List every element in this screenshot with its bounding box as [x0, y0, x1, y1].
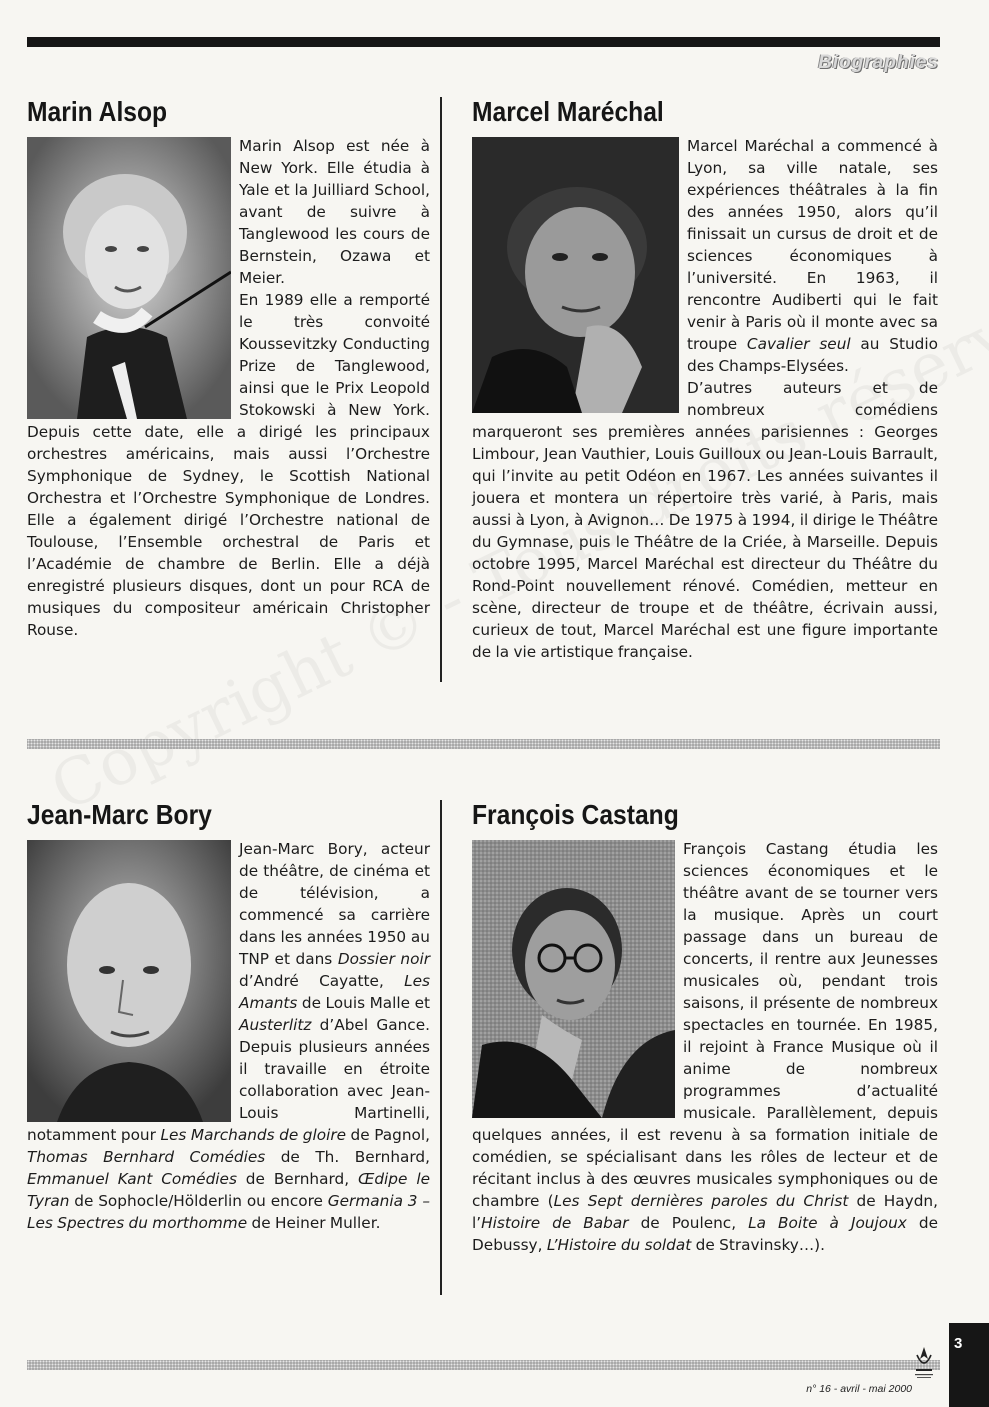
- italic-title: Emmanuel Kant Comédies: [27, 1170, 237, 1188]
- text-run: Marin Alsop est née à New York. Elle étudia à Yale et la Juilliard School, avant de suivre à Tanglewood les cours de Bernstein, Ozawa et Meier.: [239, 137, 430, 287]
- text-run: François Castang étudia les sciences économiques et le théâtre avant de se tourner vers la musique. Après un court passage dans un bureau de concerts, il rentre aux Jeunesses musicales où, pendant trois saisons, il présente de nombreux spectacles en tournée. En 1985, il rejoint à France Musique où il anime de nombreux programmes d’actualité musicale. Parallèlement, depuis quelques années, il est revenu à sa formation initiale de comédien, se spécialisant dans les rôles de lecteur et de récitant inclus à des œuvres musicales symphoniques ou de chambre (: [472, 840, 938, 1210]
- portrait-photo-woman-with-baton-icon: [27, 137, 231, 419]
- section-label: Biographies: [818, 52, 939, 73]
- italic-title: Cavalier seul: [746, 335, 851, 353]
- bio-paragraph: [472, 377, 938, 663]
- text-run: de Pagnol,: [346, 1126, 430, 1144]
- italic-title: Les Amants: [239, 972, 430, 1012]
- text-run: Marcel Maréchal a commencé à Lyon, sa ville natale, ses expériences théâtrales à la fin des années 1950, alors qu’il finissait un cursus de droit et de sciences économiques à l’université. En 1963, il rencontre Audiberti qui le fait venir à Paris où il monte avec sa troupe: [687, 137, 938, 353]
- section-separator: [27, 739, 940, 749]
- bio-text: [27, 135, 430, 641]
- text-run: En 1989 elle a remporté le très convoité Koussevitzky Conducting Prize de Tanglewood, ainsi que le Prix Leopold Stokowski à New York. Depuis cette date, elle a dirigé les principaux orchestres américains, mais aussi l’Orchestre Symphonique de Sydney, le Scottish National Orchestra et l’Orchestre Symphonique de Londres. Elle a également dirigé l’Orchestre national de Toulouse, l’Ensemble orchestral de Paris et l’Académie de chambre de Berlin. Elle a déjà enregistré plusieurs disques, dont un pour RCA de musiques du compositeur américain Christopher Rouse.: [27, 291, 430, 639]
- top-rule: [27, 37, 940, 47]
- text-run: au Studio des Champs-Elysées.: [687, 335, 938, 375]
- italic-title: La Boite à Joujoux: [748, 1214, 907, 1232]
- bio-name: François Castang: [472, 799, 679, 830]
- text-run: de Sophocle/Hölderlin ou encore: [69, 1192, 328, 1210]
- italic-title: Germania 3 – Les Spectres du morthomme: [27, 1192, 430, 1232]
- text-run: de Th. Bernhard,: [265, 1148, 430, 1166]
- text-run: d’Abel Gance. Depuis plusieurs années il travaille en étroite collaboration avec Jean-Louis Martinelli, notamment pour: [27, 1016, 430, 1144]
- issue-info: n° 16 - avril - mai 2000: [806, 1383, 912, 1395]
- portrait-photo-man-hand-on-chin-icon: [472, 137, 679, 413]
- bio-text: [27, 838, 430, 1234]
- bio-marcel-marechal: [472, 95, 938, 663]
- portrait-photo-man-with-glasses-icon: [472, 840, 675, 1118]
- portrait-photo-bald-man-icon: [27, 840, 231, 1122]
- italic-title: L’Histoire du soldat: [546, 1236, 692, 1254]
- bio-name: Marcel Maréchal: [472, 96, 664, 127]
- bottom-separator: [27, 1360, 940, 1370]
- bio-text: [472, 135, 938, 663]
- bio-francois-castang: [472, 798, 938, 1256]
- orchestra-logo-icon: [913, 1345, 935, 1381]
- italic-title: Histoire de Babar: [481, 1214, 629, 1232]
- italic-title: Les Marchands de gloire: [160, 1126, 347, 1144]
- text-run: d’André Cayatte,: [239, 972, 405, 990]
- column-divider: [440, 800, 442, 1295]
- column-divider: [440, 97, 442, 682]
- page-number: 3: [954, 1335, 963, 1352]
- page-number-tab: [949, 1323, 989, 1407]
- italic-title: Œdipe le Tyran: [27, 1170, 430, 1210]
- bio-marin-alsop: [27, 95, 430, 641]
- italic-title: Les Sept dernières paroles du Christ: [553, 1192, 849, 1210]
- bio-text: [472, 838, 938, 1256]
- bio-name: Jean-Marc Bory: [27, 799, 212, 830]
- text-run: de Debussy,: [472, 1214, 939, 1254]
- italic-title: Dossier noir: [337, 950, 430, 968]
- text-run: de Poulenc,: [628, 1214, 749, 1232]
- italic-title: Austerlitz: [239, 1016, 312, 1034]
- text-run: de Louis Malle et: [297, 994, 430, 1012]
- italic-title: Thomas Bernhard Comédies: [27, 1148, 266, 1166]
- bio-jean-marc-bory: [27, 798, 430, 1234]
- text-run: de Heiner Muller.: [247, 1214, 381, 1232]
- text-run: Jean-Marc Bory, acteur de théâtre, de cinéma et de télévision, a commencé sa carrière dans les années 1950 au TNP et dans: [239, 840, 430, 968]
- text-run: de Haydn, l’: [472, 1192, 938, 1232]
- text-run: de Stravinsky…).: [691, 1236, 825, 1254]
- text-run: de Bernhard,: [236, 1170, 358, 1188]
- bio-name: Marin Alsop: [27, 96, 168, 127]
- text-run: D’autres auteurs et de nombreux comédiens marqueront ses premières années parisiennes : Georges Limbour, Jean Vauthier, Louis Guilloux ou Jean-Louis Barrault, qui l’invite au petit Odéon en 1967. Les années suivantes il jouera et montera un répertoire très varié, à Paris, mais aussi à Lyon, à Avignon… De 1975 à 1994, il dirige le Théâtre du Gymnase, puis le Théâtre de la Criée, à Marseille. Depuis octobre 1995, Marcel Maréchal est directeur du Théâtre du Rond-Point nouvellement rénové. Comédien, metteur en scène, directeur de troupe et de théâtre, écrivain aussi, curieux de tout, Marcel Maréchal est une figure importante de la vie artistique française.: [472, 379, 938, 661]
